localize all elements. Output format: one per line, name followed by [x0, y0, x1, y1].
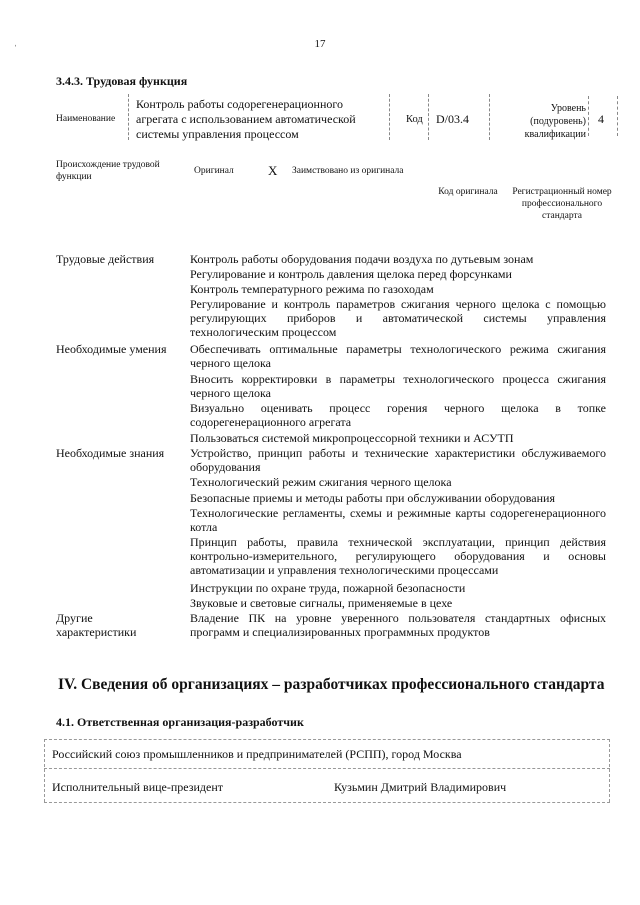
name-value: Контроль работы содорегенерационного агрегата с использованием автоматической системы управления процессом: [136, 97, 356, 141]
section-label-skills: Необходимые умения: [56, 342, 167, 356]
table-border-mid: [44, 768, 610, 769]
table-border-bottom: [44, 802, 610, 803]
list-item: Безопасные приемы и методы работы при обслуживании оборудования: [190, 491, 555, 505]
code-value: D/03.4: [436, 112, 469, 126]
org-person: Кузьмин Дмитрий Владимирович: [334, 780, 507, 794]
section-title: 3.4.3. Трудовая функция: [56, 74, 188, 88]
list-item: Владение ПК на уровне уверенного пользователя стандартных офисных программ и специализированных программных продуктов: [190, 611, 606, 639]
list-item: Инструкции по охране труда, пожарной безопасности: [190, 581, 466, 595]
name-label: Наименование: [56, 114, 116, 124]
org-role: Исполнительный вице-президент: [52, 780, 224, 794]
list-item: Контроль температурного режима по газоходам: [190, 282, 434, 296]
table-border-top: [44, 739, 610, 740]
origin-label: Происхождение трудовой функции: [56, 160, 160, 182]
part-iv-title: IV. Сведения об организациях – разработчиках профессионального стандарта: [58, 676, 605, 693]
list-item: Вносить корректировки в параметры технологического процесса сжигания черного щелока: [190, 372, 606, 400]
list-item: Визуально оценивать процесс горения черного щелока в топке содорегенерационного агрегата: [190, 401, 606, 429]
list-item: Принцип работы, правила технической эксплуатации, принцип действия контрольно-измерительного, регулирующего оборудования и основы автоматизации и управления технологическими процессами: [190, 535, 606, 577]
reg-number-label: Регистрационный номер профессионального стандарта: [512, 187, 612, 221]
section-label-knowledge: Необходимые знания: [56, 446, 165, 460]
level-label: Уровень (подуровень) квалификации: [524, 103, 586, 140]
list-item: Регулирование и контроль параметров сжигания черного щелока с помощью регулирующих приборов и автоматической системы управления технологическим процессом: [190, 297, 606, 339]
list-item: Устройство, принцип работы и технические характеристики обслуживаемого оборудования: [190, 446, 606, 474]
subsection-title: 4.1. Ответственная организация-разработчик: [56, 715, 304, 729]
list-item: Технологические регламенты, схемы и режимные карты содорегенерационного котла: [190, 506, 606, 534]
section-label-actions: Трудовые действия: [56, 252, 155, 266]
origin-original: Оригинал: [194, 166, 234, 176]
origin-mark: X: [268, 163, 278, 178]
list-item: Звуковые и световые сигналы, применяемые в цехе: [190, 596, 453, 610]
section-label-other: Другие характеристики: [56, 611, 137, 639]
list-item: Технологический режим сжигания черного щелока: [190, 475, 452, 489]
list-item: Пользоваться системой микропроцессорной техники и АСУТП: [190, 431, 514, 445]
code-original-label: Код оригинала: [438, 187, 498, 197]
level-value: 4: [598, 112, 604, 126]
list-item: Обеспечивать оптимальные параметры технологического режима сжигания черного щелока: [190, 342, 606, 370]
origin-borrowed: Заимствовано из оригинала: [292, 166, 404, 176]
code-label: Код: [406, 114, 423, 125]
table-border-left: [44, 739, 45, 802]
page-number: 17: [314, 38, 326, 50]
list-item: Регулирование и контроль давления щелока перед форсунками: [190, 267, 512, 281]
margin-mark: ˈ: [14, 44, 18, 55]
list-item: Контроль работы оборудования подачи воздуха по дутьевым зонам: [190, 252, 534, 266]
table-border-right: [609, 739, 610, 802]
org-name: Российский союз промышленников и предпринимателей (РСПП), город Москва: [52, 747, 462, 761]
